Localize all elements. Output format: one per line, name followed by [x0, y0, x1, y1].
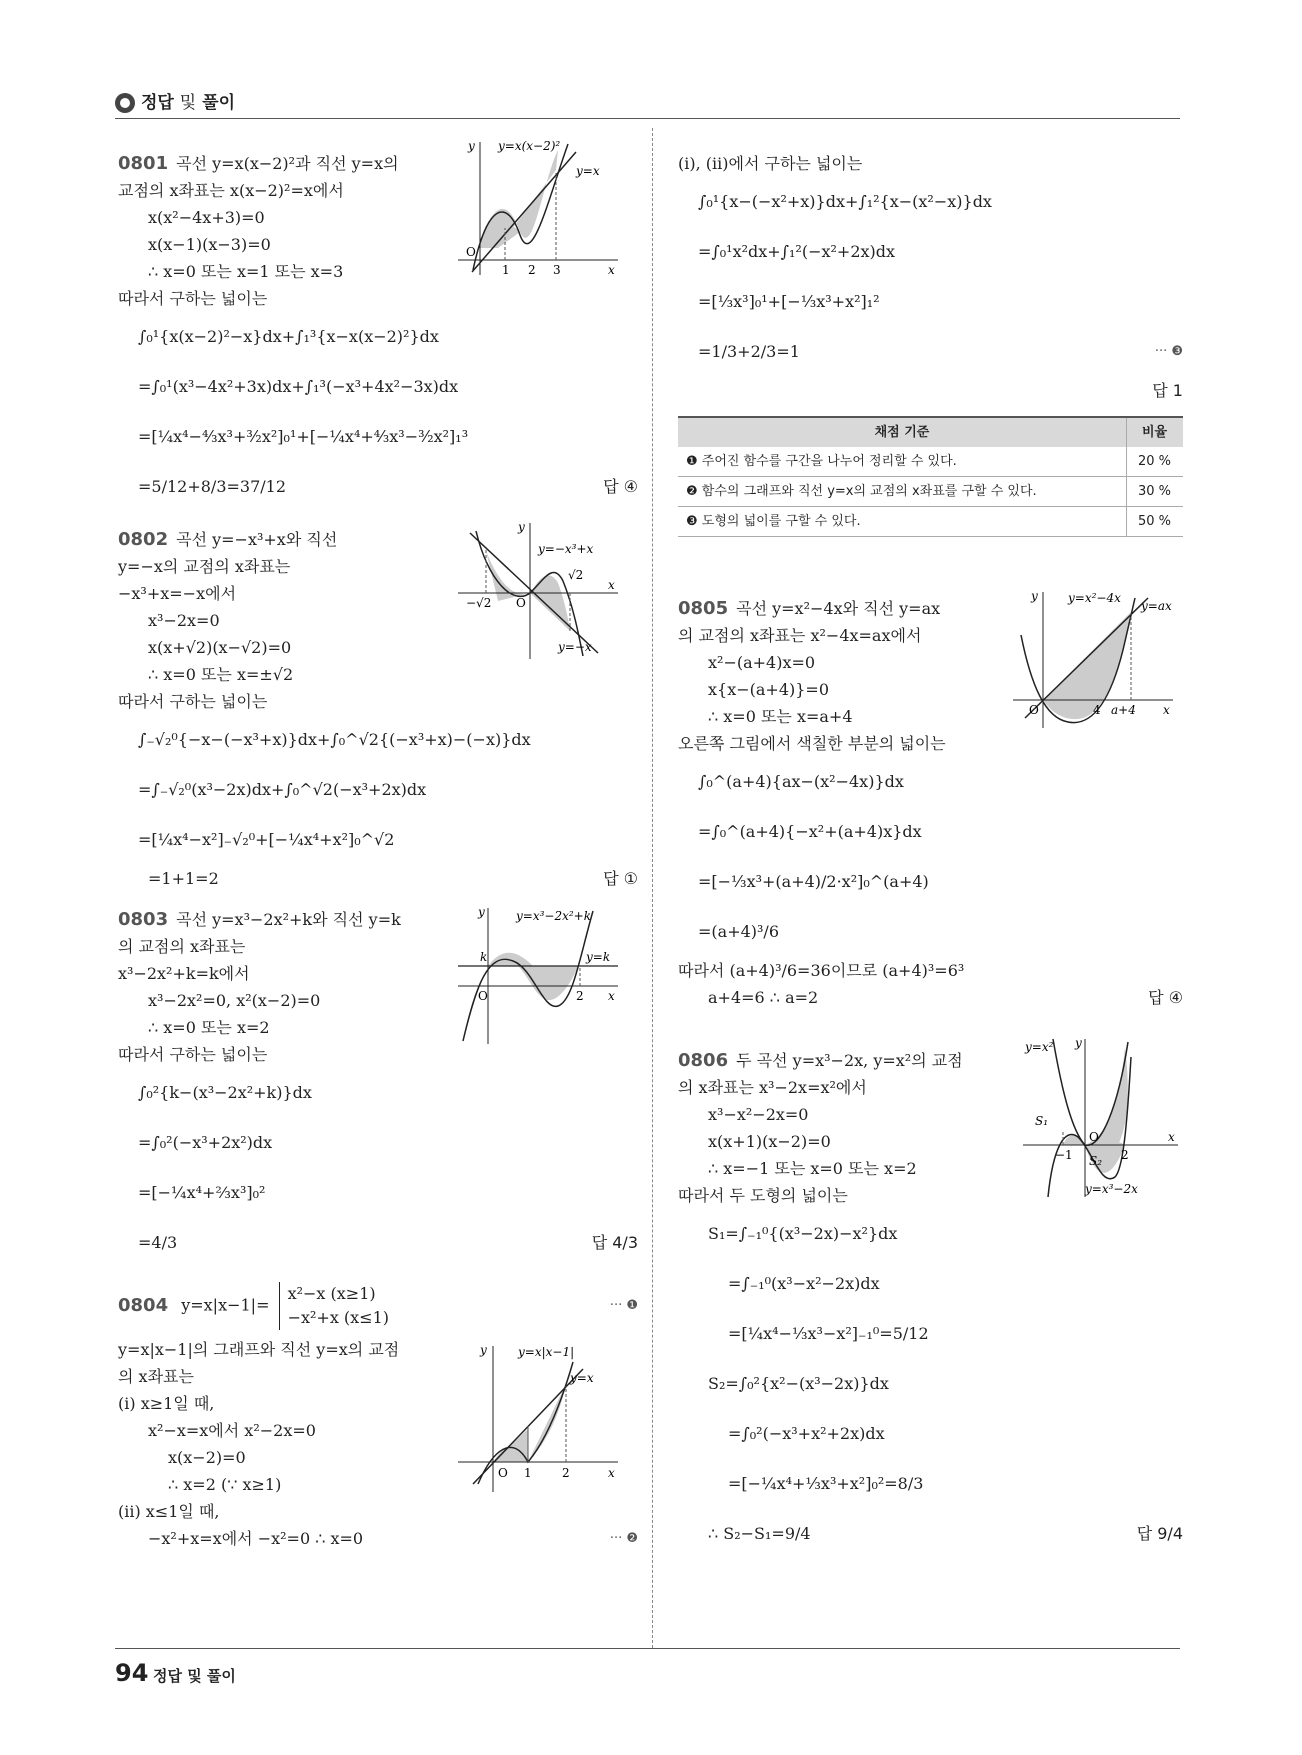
line-label: y=−x	[558, 640, 592, 654]
equation: =∫₋√₂⁰(x³−2x)dx+∫₀^√2(−x³+2x)dx	[138, 780, 427, 799]
x-axis-label: x	[608, 989, 615, 1003]
text-line: 의 x좌표는	[118, 1367, 194, 1386]
equation: =1+1=2	[148, 869, 219, 888]
problem-0804	[118, 1282, 638, 1552]
graph-0806	[1023, 1037, 1183, 1202]
problem-number: 0805	[678, 598, 729, 619]
text-line: 의 교점의 x좌표는	[118, 937, 246, 956]
text-line: a+4=6 ∴ a=2	[708, 988, 819, 1007]
text-line: 곡선 y=x³−2x²+k와 직선 y=k	[176, 910, 401, 929]
text-line: x²−x=x에서 x²−2x=0	[148, 1421, 316, 1440]
x-axis-label: x	[1168, 1130, 1175, 1144]
equation: =∫₀²(−x³+x²+2x)dx	[728, 1424, 885, 1443]
answer-badge: 답 1	[1152, 381, 1183, 400]
tick-1: 1	[502, 263, 510, 277]
text-line: 곡선 y=x²−4x와 직선 y=ax	[736, 599, 941, 618]
text-line: −x²+x=x에서 −x²=0 ∴ x=0	[148, 1529, 364, 1548]
text-line: ∴ x=0 또는 x=1 또는 x=3	[148, 262, 344, 281]
page-number: 94	[115, 1659, 149, 1687]
tick-2: 2	[528, 263, 536, 277]
ratio-cell: 20 %	[1127, 447, 1184, 477]
s1-label: S₁	[1035, 1114, 1049, 1128]
x-axis-label: x	[608, 1466, 615, 1480]
text-line: 교점의 x좌표는 x(x−2)²=x에서	[118, 181, 344, 200]
text-line: x(x+1)(x−2)=0	[708, 1132, 831, 1151]
equation: =∫₀^(a+4){−x²+(a+4)x}dx	[698, 822, 922, 841]
text-line: x²−(a+4)x=0	[708, 653, 816, 672]
equation: S₂=∫₀²{x²−(x³−2x)}dx	[708, 1374, 889, 1393]
case-line: −x²+x (x≤1)	[287, 1308, 390, 1327]
page-header	[115, 88, 1180, 119]
equation: =[−⅓x³+(a+4)/2·x²]₀^(a+4)	[698, 872, 929, 891]
tick-2: 2	[562, 1466, 570, 1480]
text-line: ∴ x=0 또는 x=±√2	[148, 665, 294, 684]
text-line: 따라서 구하는 넓이는	[118, 289, 268, 308]
header-title-light: 및	[179, 93, 197, 113]
grading-header-ratio: 비율	[1127, 417, 1184, 447]
answer-badge: 답 ④	[1148, 988, 1183, 1007]
equation: ∫₀¹{x(x−2)²−x}dx+∫₁³{x−x(x−2)²}dx	[138, 327, 439, 346]
answer-badge: 답 4/3	[591, 1233, 638, 1252]
criteria-cell: ❶ 주어진 함수를 구간을 나누어 정리할 수 있다.	[678, 447, 1127, 477]
s2-label: S₂	[1089, 1154, 1103, 1168]
answer-badge: 답 ①	[603, 869, 638, 888]
equation: =[−¼x⁴+⅓x³+x²]₀²=8/3	[728, 1474, 924, 1493]
text-line: x(x+√2)(x−√2)=0	[148, 638, 292, 657]
equation: =[¼x⁴−⁴⁄₃x³+³⁄₂x²]₀¹+[−¼x⁴+⁴⁄₃x³−³⁄₂x²]₁³	[138, 427, 469, 446]
line-label: y=x	[570, 1371, 594, 1385]
step-marker: ··· ❷	[609, 1531, 638, 1546]
origin-label: O	[478, 989, 488, 1003]
equation: =[¼x⁴−x²]₋√₂⁰+[−¼x⁴+x²]₀^√2	[138, 830, 395, 849]
y-axis-label: y	[468, 140, 475, 153]
curve-label: y=x³−2x²+k	[516, 909, 592, 923]
problem-0802	[118, 521, 638, 892]
page-footer	[115, 1648, 1180, 1687]
left-column	[118, 140, 638, 1566]
text-line: 의 x좌표는 x³−2x=x²에서	[678, 1078, 867, 1097]
text-line: y=x|x−1|의 그래프와 직선 y=x의 교점	[118, 1340, 400, 1359]
text-line: x³−x²−2x=0	[708, 1105, 809, 1124]
equation: ∴ S₂−S₁=9/4	[708, 1524, 811, 1543]
text-line: (ii) x≤1일 때,	[118, 1502, 220, 1521]
column-divider	[652, 128, 653, 1648]
equation: =[−¼x⁴+⅔x³]₀²	[138, 1183, 266, 1202]
step-marker: ··· ❸	[1154, 344, 1183, 359]
equation: =5/12+8/3=37/12	[138, 477, 287, 496]
curve-label: y=x²−4x	[1068, 591, 1121, 605]
y-axis-label: y	[478, 906, 485, 919]
curve-label-cubic: y=x³−2x	[1085, 1182, 1138, 1196]
text-line: y=x|x−1|=	[181, 1295, 270, 1315]
y-axis-label: y	[518, 521, 525, 534]
text-line: 오른쪽 그림에서 색칠한 부분의 넓이는	[678, 734, 946, 753]
tick-root2: √2	[568, 568, 584, 582]
text-line: y=−x의 교점의 x좌표는	[118, 557, 291, 576]
criteria-cell: ❸ 도형의 넓이를 구할 수 있다.	[678, 507, 1127, 537]
graph-0802	[458, 521, 628, 661]
line-label: y=ax	[1141, 599, 1172, 613]
text-line: ∴ x=2 (∵ x≥1)	[168, 1475, 282, 1494]
text-line: ∴ x=0 또는 x=a+4	[708, 707, 853, 726]
equation: =∫₀¹(x³−4x²+3x)dx+∫₁³(−x³+4x²−3x)dx	[138, 377, 459, 396]
text-line: x³−2x²=0, x²(x−2)=0	[148, 991, 321, 1010]
line-label: y=k	[586, 950, 611, 964]
equation: =[¼x⁴−⅓x³−x²]₋₁⁰=5/12	[728, 1324, 929, 1343]
curve-label: y=−x³+x	[538, 542, 594, 556]
table-row	[678, 477, 1183, 507]
curve-label: y=x|x−1|	[518, 1345, 575, 1359]
problem-number: 0802	[118, 529, 169, 550]
text-line: x³−2x²+k=k에서	[118, 964, 250, 983]
tick-1: 1	[524, 1466, 532, 1480]
footer-title: 정답 및 풀이	[153, 1667, 236, 1685]
equation: =∫₀¹x²dx+∫₁²(−x²+2x)dx	[698, 242, 896, 261]
curve-label: y=x(x−2)²	[498, 140, 561, 153]
equation: S₁=∫₋₁⁰{(x³−2x)−x²}dx	[708, 1224, 898, 1243]
origin-label: O	[1089, 1130, 1099, 1144]
problem-0804-continued	[678, 150, 1183, 537]
x-axis-label: x	[608, 578, 615, 592]
text-line: 따라서 두 도형의 넓이는	[678, 1186, 848, 1205]
text-line: −x³+x=−x에서	[118, 584, 237, 603]
origin-label: O	[516, 596, 526, 610]
graph-0801	[458, 140, 628, 280]
equation: ∫₀²{k−(x³−2x²+k)}dx	[138, 1083, 312, 1102]
line-label: y=x	[576, 164, 600, 178]
grading-table	[678, 416, 1183, 537]
text-line: ∴ x=0 또는 x=2	[148, 1018, 270, 1037]
text-line: x{x−(a+4)}=0	[708, 680, 830, 699]
answer-badge: 답 9/4	[1136, 1524, 1183, 1543]
problem-number: 0806	[678, 1050, 729, 1071]
text-line: (i) x≥1일 때,	[118, 1394, 215, 1413]
problem-number: 0803	[118, 909, 169, 930]
mascot-icon	[115, 93, 135, 113]
ratio-cell: 50 %	[1127, 507, 1184, 537]
table-row	[678, 447, 1183, 477]
curve-label-x-squared: y=x²	[1025, 1040, 1054, 1054]
tick-3: 3	[553, 263, 561, 277]
text-line: 의 교점의 x좌표는 x²−4x=ax에서	[678, 626, 922, 645]
tick-neg-root2: −√2	[466, 596, 492, 610]
answer-badge: 답 ④	[603, 477, 638, 496]
header-title-end: 풀이	[202, 93, 235, 113]
graph-0804	[458, 1344, 628, 1494]
tick-2: 2	[576, 989, 584, 1003]
y-axis-label: y	[1075, 1037, 1082, 1050]
tick-2: 2	[1121, 1148, 1129, 1162]
graph-0805	[1013, 590, 1183, 730]
equation: =1/3+2/3=1	[698, 342, 800, 361]
text-line: x(x−2)=0	[168, 1448, 246, 1467]
right-column	[678, 150, 1183, 1573]
criteria-cell: ❷ 함수의 그래프와 직선 y=x의 교점의 x좌표를 구할 수 있다.	[678, 477, 1127, 507]
problem-number: 0804	[118, 1294, 169, 1316]
equation: =∫₀²(−x³+2x²)dx	[138, 1133, 273, 1152]
equation: =4/3	[138, 1233, 178, 1252]
tick-neg-1: −1	[1055, 1148, 1073, 1162]
equation: ∫₀^(a+4){ax−(x²−4x)}dx	[698, 772, 904, 791]
y-axis-label: y	[480, 1344, 487, 1357]
case-line: x²−x (x≥1)	[287, 1284, 376, 1303]
table-row	[678, 507, 1183, 537]
text-line: 곡선 y=x(x−2)²과 직선 y=x의	[176, 154, 399, 173]
text-line: x(x−1)(x−3)=0	[148, 235, 271, 254]
equation: =[⅓x³]₀¹+[−⅓x³+x²]₁²	[698, 292, 880, 311]
equation: =(a+4)³/6	[698, 922, 779, 941]
grading-header-criteria: 채점 기준	[678, 417, 1127, 447]
problem-0805	[678, 590, 1183, 1011]
header-title-bold: 정답	[141, 93, 174, 113]
origin-label: O	[466, 245, 476, 259]
problem-0806	[678, 1037, 1183, 1559]
equation: ∫₀¹{x−(−x²+x)}dx+∫₁²{x−(x²−x)}dx	[698, 192, 992, 211]
text-line: 곡선 y=−x³+x와 직선	[176, 530, 338, 549]
origin-label: O	[1029, 703, 1039, 717]
problem-0803	[118, 906, 638, 1268]
text-line: 따라서 구하는 넓이는	[118, 1045, 268, 1064]
ratio-cell: 30 %	[1127, 477, 1184, 507]
graph-0803	[458, 906, 628, 1046]
text-line: ∴ x=−1 또는 x=0 또는 x=2	[708, 1159, 917, 1178]
problem-number: 0801	[118, 153, 169, 174]
text-line: 따라서 (a+4)³/6=36이므로 (a+4)³=6³	[678, 961, 965, 980]
origin-label: O	[498, 1466, 508, 1480]
problem-0801	[118, 140, 638, 512]
k-label: k	[480, 950, 488, 964]
tick-a-plus-4: a+4	[1111, 703, 1136, 717]
x-axis-label: x	[1163, 703, 1170, 717]
equation: =∫₋₁⁰(x³−x²−2x)dx	[728, 1274, 880, 1293]
y-axis-label: y	[1031, 590, 1038, 603]
text-line: x(x²−4x+3)=0	[148, 208, 265, 227]
equation: ∫₋√₂⁰{−x−(−x³+x)}dx+∫₀^√2{(−x³+x)−(−x)}dx	[138, 730, 531, 749]
text-line: 두 곡선 y=x³−2x, y=x²의 교점	[736, 1051, 963, 1070]
step-marker: ··· ❶	[609, 1298, 638, 1313]
tick-4: 4	[1093, 703, 1101, 717]
x-axis-label: x	[608, 263, 615, 277]
text-line: 따라서 구하는 넓이는	[118, 692, 268, 711]
text-line: (i), (ii)에서 구하는 넓이는	[678, 154, 863, 173]
text-line: x³−2x=0	[148, 611, 220, 630]
